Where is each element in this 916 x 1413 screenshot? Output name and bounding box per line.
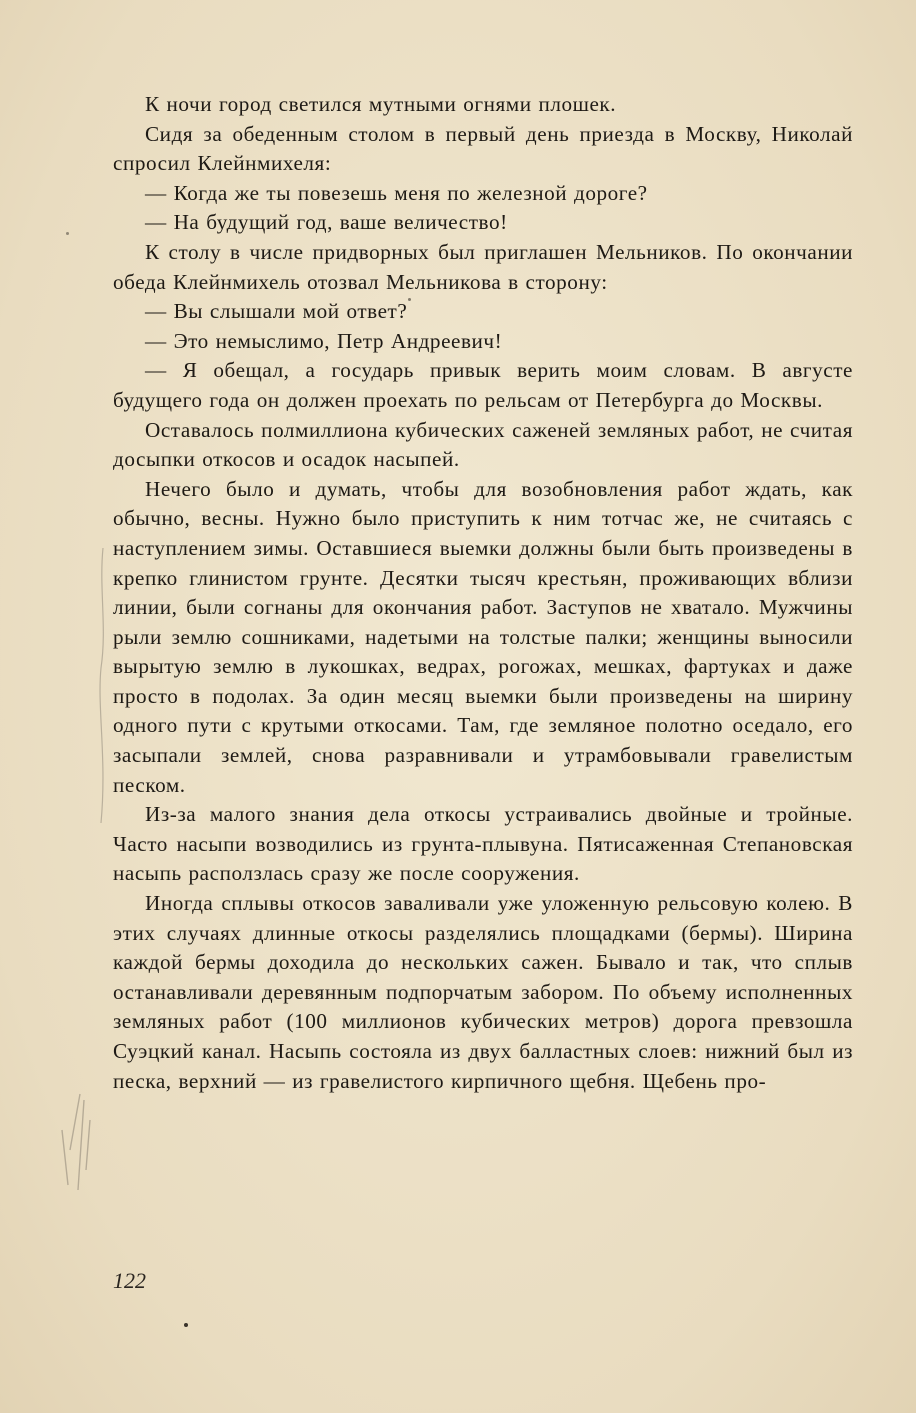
paper-speck [184,1323,188,1327]
margin-pencil-scribble-icon [50,1090,100,1200]
paragraph: — Когда же ты повезешь меня по железной дороге? [145,180,648,205]
paragraph: К столу в числе придворных был приглашен Мельников. По окончании обеда Клейнмихель отозвал Мельникова в сторону: [113,239,853,294]
paragraph: Из-за малого знания дела откосы устраивались двойные и тройные. Часто насыпи возводились из грунта-плывуна. Пятисаженная Степановская насыпь расползлась сразу же после сооружения. [113,802,853,886]
paragraph: К ночи город светился мутными огнями плошек. [145,92,617,116]
page-body [113,90,853,1096]
paragraph: — Это немыслимо, Петр Андреевич! [145,328,503,353]
paragraph: — Я обещал, а государь привык верить моим словам. В августе будущего года он должен проехать по рельсам от Петербурга до Москвы. [113,358,853,412]
paper-speck [408,298,411,301]
paragraph: — Вы слышали мой ответ? [145,299,408,324]
page-number: 122 [113,1268,146,1293]
paragraph: — На будущий год, ваше величество! [145,210,508,235]
paragraph: Нечего было и думать, чтобы для возобновления работ ждать, как обычно, весны. Нужно было приступить к ним тотчас же, не считаясь с наступлением зимы. Оставшиеся выемки должны были быть произведены в крепко глинистом грунте. Десятки тысяч крестьян, проживающих вблизи линии, были согнаны для окончания работ. Заступов не хватало. Мужчины рыли землю сошниками, надетыми на толстые палки; женщины выносили вырытую землю в лукошках, ведрах, рогожах, мешках, фартуках и даже просто в подолах. За один месяц выемки были произведены на ширину одного пути с крутыми откосами. Там, где земляное полотно оседало, его засыпали землей, снова разравнивали и утрамбовывали гравелистым песком. [113,476,853,797]
paragraph: Иногда сплывы откосов заваливали уже уложенную рельсовую колею. В этих случаях длинные откосы разделялись площадками (бермы). Ширина каждой бермы доходила до нескольких сажен. Бывало и так, что сплыв останавливали деревянным подпорчатым забором. По объему исполненных земляных работ (100 миллионов кубических метров) дорога превзошла Суэцкий канал. Насыпь состояла из двух балластных слоев: нижний был из песка, верхний — из гравелистого кирпичного щебня. Щебень про- [113,891,853,1093]
paragraph: Оставалось полмиллиона кубических саженей земляных работ, не считая досыпки откосов и осадок насыпей. [113,417,853,472]
margin-pencil-line-icon [95,548,115,828]
paper-speck [66,232,69,235]
paragraph: Сидя за обеденным столом в первый день приезда в Москву, Николай спросил Клейнмихеля: [113,121,853,176]
